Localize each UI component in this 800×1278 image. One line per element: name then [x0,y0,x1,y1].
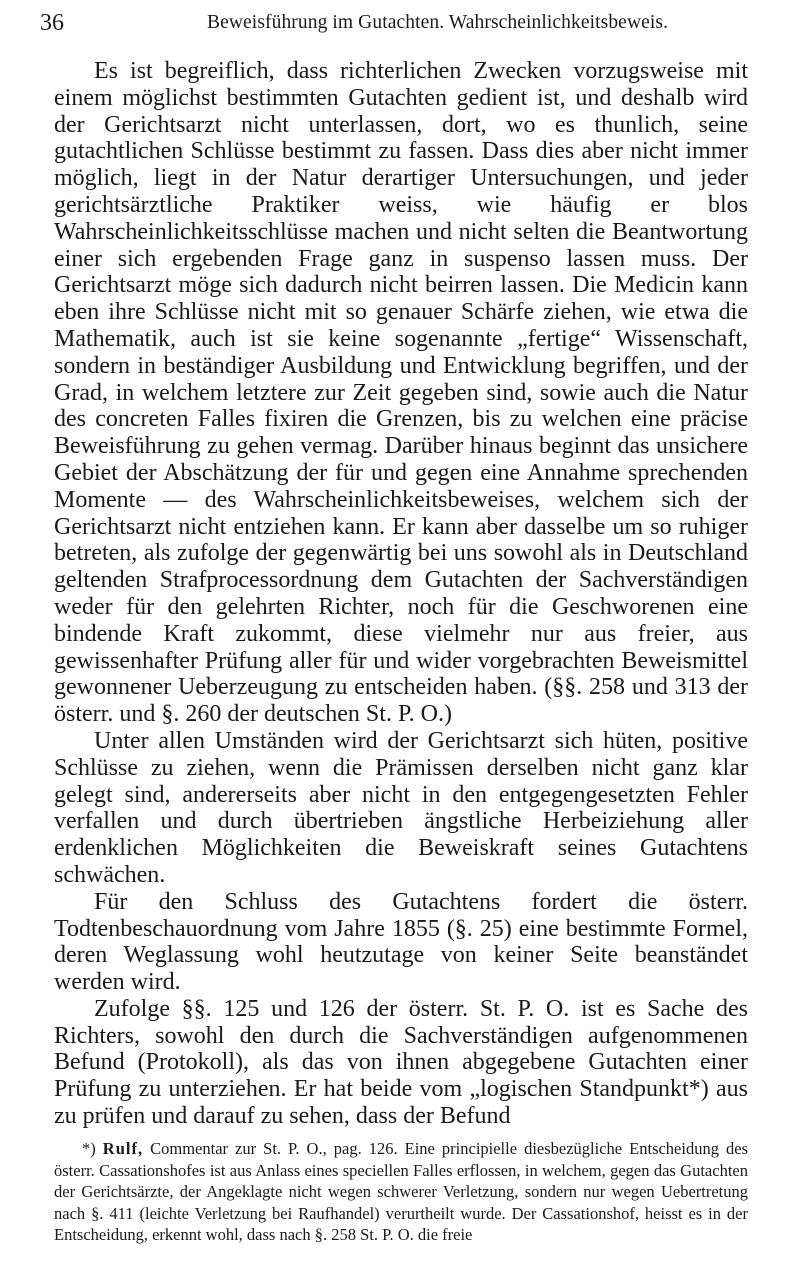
paragraph: Unter allen Umständen wird der Gerichtsarzt sich hüten, positive Schlüsse zu ziehen, wenn die Prämissen derselben nicht ganz klar gelegt sind, andererseits aber nicht in den entgegengesetzten Fehler verfallen und durch übertrieben ängstliche Herbeiziehung aller erdenklichen Möglichkeiten die Beweiskraft seines Gutachtens schwächen. [54,727,748,888]
footnote-marker: *) [82,1139,96,1158]
footnote [54,1138,748,1246]
page-number: 36 [40,10,64,36]
paragraph: Zufolge §§. 125 und 126 der österr. St. P. O. ist es Sache des Richters, sowohl den durch die Sachverständigen aufgenommenen Befund (Protokoll), als das von ihnen abgegebene Gutachten einer Prüfung zu unterziehen. Er hat beide vom „logischen Standpunkt*) aus zu prüfen und darauf zu sehen, dass der Befund [54,995,748,1130]
body-text [54,58,748,1130]
paragraph: Für den Schluss des Gutachtens fordert die österr. Todtenbeschauordnung vom Jahre 1855 (§. 25) eine bestimmte Formel, deren Weglassung wohl heutzutage von keiner Seite beanständet werden wird. [54,888,748,996]
paragraph: Es ist begreiflich, dass richterlichen Zwecken vorzugsweise mit einem möglichst bestimmten Gutachten gedient ist, und deshalb wird der Gerichtsarzt nicht unterlassen, dort, wo es thunlich, seine gutachtlichen Schlüsse bestimmt zu fassen. Dass dies aber nicht immer möglich, liegt in der Natur derartiger Untersuchungen, und jeder gerichtsärztliche Praktiker weiss, wie häufig er blos Wahrscheinlichkeitsschlüsse machen und nicht selten die Beantwortung einer sich ergebenden Frage ganz in suspenso lassen muss. Der Gerichtsarzt möge sich dadurch nicht beirren lassen. Die Medicin kann eben ihre Schlüsse nicht mit so genauer Schärfe ziehen, wie etwa die Mathematik, auch ist sie keine sogenannte „fertige“ Wissenschaft, sondern in beständiger Ausbildung und Entwicklung begriffen, und der Grad, in welchem letztere zur Zeit gegeben sind, sowie auch die Natur des concreten Falles fixiren die Grenzen, bis zu welchen eine präcise Beweisführung zu gehen vermag. Darüber hinaus beginnt das unsichere Gebiet der Abschätzung der für und gegen eine Annahme sprechenden Momente — des Wahrscheinlichkeitsbeweises, welchem sich der Gerichtsarzt nicht entziehen kann. Er kann aber dasselbe um so ruhiger betreten, als zufolge der gegenwärtig bei uns sowohl als in Deutschland geltenden Strafprocessordnung dem Gutachten der Sachverständigen weder für den gelehrten Richter, noch für die Geschworenen eine bindende Kraft zukommt, diese vielmehr nur aus freier, aus gewissenhafter Prüfung aller für und wider vorgebrachten Beweismittel gewonnener Ueberzeugung zu entscheiden haben. (§§. 258 und 313 der österr. und §. 260 der deutschen St. P. O.) [54,58,748,728]
running-head [40,10,760,36]
running-title: Beweisführung im Gutachten. Wahrscheinlichkeitsbeweis. [207,12,669,33]
footnote-text: Commentar zur St. P. O., pag. 126. Eine principielle diesbezügliche Entscheidung des österr. Cassationshofes ist aus Anlass eines speciellen Falles erflossen, in welchem, gegen das Gutachten der Gerichtsärzte, der Angeklagte nicht wegen schwerer Verletzung, sondern nur wegen Uebertretung nach §. 411 (leichte Verletzung bei Raufhandel) verurtheilt wurde. Der Cassationshof, heisst es in der Entscheidung, erkennt wohl, dass nach §. 258 St. P. O. die freie [54,1139,748,1245]
footnote-author: Rulf, [102,1139,144,1158]
footnote-paragraph [54,1138,748,1246]
